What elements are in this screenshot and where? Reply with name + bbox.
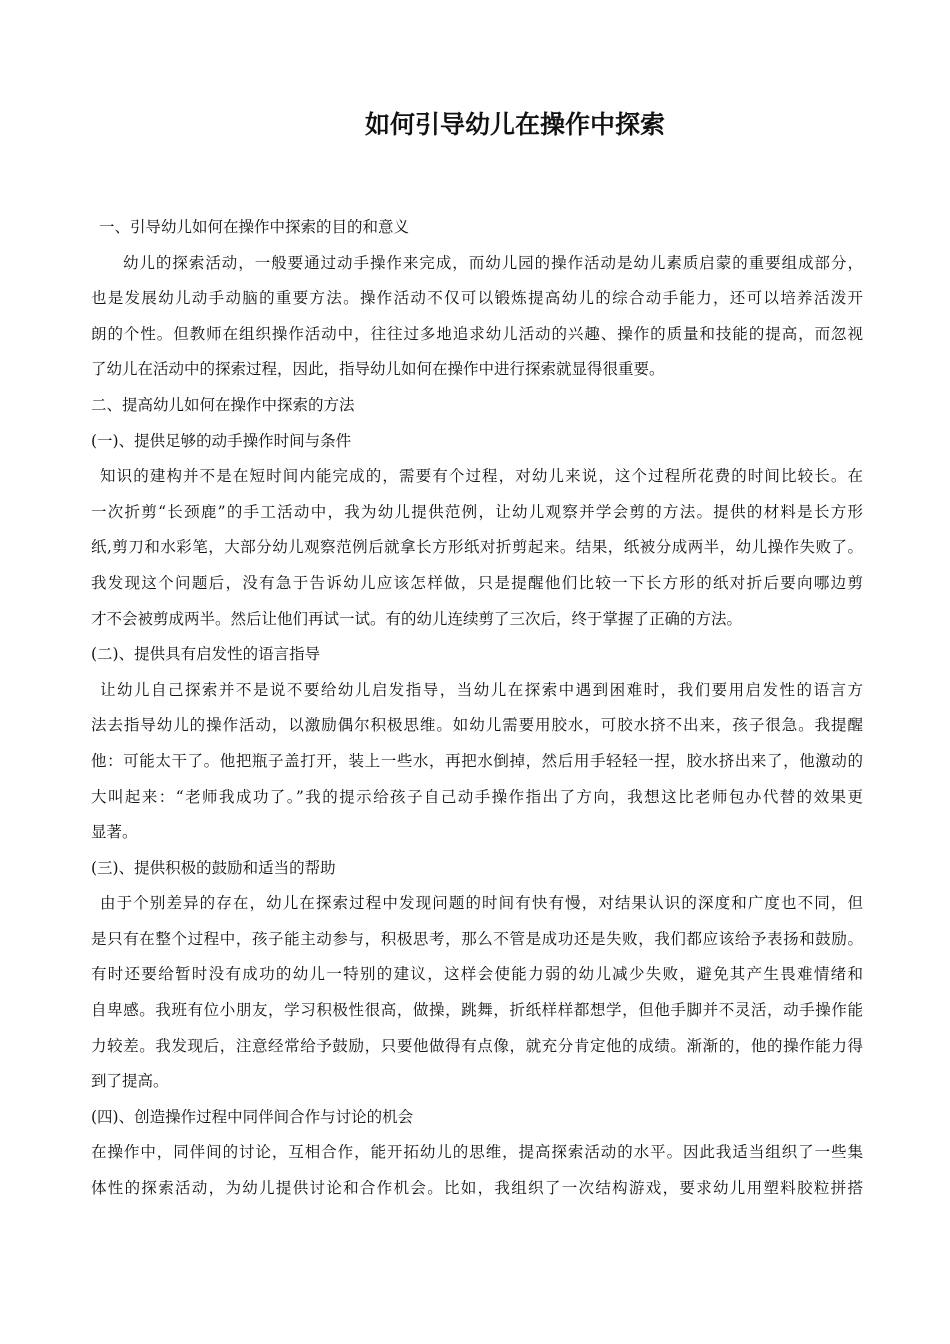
text-line: 在操作中，同伴间的讨论，互相合作，能开拓幼儿的思维，提高探索活动的水平。因此我适当组织了一些集 [91, 1143, 863, 1162]
text-line: 知识的建构并不是在短时间内能完成的，需要有个过程，对幼儿来说，这个过程所花费的时间比较长。在 [100, 467, 863, 486]
text-line: (一)、提供足够的动手操作时间与条件 [91, 431, 352, 450]
text-line: 法去指导幼儿的操作活动，以激励偶尔积极思维。如幼儿需要用胶水，可胶水挤不出来，孩子很急。我提醒 [91, 716, 863, 735]
text-line: 自卑感。我班有位小朋友，学习积极性很高，做操，跳舞，折纸样样都想学，但他手脚并不灵活，动手操作能 [91, 1001, 863, 1020]
text-line: 他：可能太干了。他把瓶子盖打开，装上一些水，再把水倒掉，然后用手轻轻一捏，胶水挤出来了，他激动的 [91, 751, 863, 770]
text-line: 我发现这个问题后，没有急于告诉幼儿应该怎样做，只是提醒他们比较一下长方形的纸对折后要向哪边剪 [91, 573, 863, 592]
text-line: 体性的探索活动，为幼儿提供讨论和合作机会。比如，我组织了一次结构游戏，要求幼儿用塑料胶粒拼搭 [91, 1179, 863, 1198]
document-body [91, 210, 863, 1207]
document-title: 如何引导幼儿在操作中探索 [364, 110, 665, 139]
text-line: 让幼儿自己探索并不是说不要给幼儿启发指导，当幼儿在探索中遇到困难时，我们要用启发性的语言方 [100, 680, 863, 699]
text-line: 力较差。我发现后，注意经常给予鼓励，只要他做得有点像，就充分肯定他的成绩。渐渐的，他的操作能力得 [91, 1036, 863, 1055]
text-line: 二、提高幼儿如何在操作中探索的方法 [91, 395, 355, 414]
text-line: 才不会被剪成两半。然后让他们再试一试。有的幼儿连续剪了三次后，终于掌握了正确的方法。 [91, 609, 743, 628]
text-line: 朗的个性。但教师在组织操作活动中，往往过多地追求幼儿活动的兴趣、操作的质量和技能的提高，而忽视 [91, 324, 863, 343]
text-line: 一次折剪“长颈鹿”的手工活动中，我为幼儿提供范例，让幼儿观察并学会剪的方法。提供的材料是长方形 [91, 502, 863, 521]
text-line: 纸,剪刀和水彩笔，大部分幼儿观察范例后就拿长方形纸对折剪起来。结果，纸被分成两半，幼儿操作失败了。 [91, 538, 863, 557]
text-line: 由于个别差异的存在，幼儿在探索过程中发现问题的时间有快有慢，对结果认识的深度和广度也不同，但 [100, 894, 863, 913]
text-line: 幼儿的探索活动，一般要通过动手操作来完成，而幼儿园的操作活动是幼儿素质启蒙的重要组成部分， [123, 253, 863, 272]
text-line: 到了提高。 [91, 1072, 169, 1091]
text-line: 是只有在整个过程中，孩子能主动参与，积极思考，那么不管是成功还是失败，我们都应该给予表扬和鼓励。 [91, 929, 863, 948]
text-line: (二)、提供具有启发性的语言指导 [91, 645, 321, 664]
text-line: 显著。 [91, 823, 138, 842]
text-line: 一、引导幼儿如何在操作中探索的目的和意义 [99, 218, 410, 236]
text-line: (四)、创造操作过程中同伴间合作与讨论的机会 [91, 1107, 414, 1126]
text-line: 有时还要给暂时没有成功的幼儿一特别的建议，这样会使能力弱的幼儿减少失败，避免其产生畏难情绪和 [91, 965, 863, 984]
text-line: 了幼儿在活动中的探索过程，因此，指导幼儿如何在操作中进行探索就显得很重要。 [91, 360, 665, 379]
text-line: 也是发展幼儿动手动脑的重要方法。操作活动不仅可以锻炼提高幼儿的综合动手能力，还可以培养活泼开 [91, 289, 863, 308]
text-line: 大叫起来：“老师我成功了。”我的提示给孩子自己动手操作指出了方向，我想这比老师包办代替的效果更 [91, 787, 863, 806]
text-line: (三)、提供积极的鼓励和适当的帮助 [91, 858, 336, 877]
